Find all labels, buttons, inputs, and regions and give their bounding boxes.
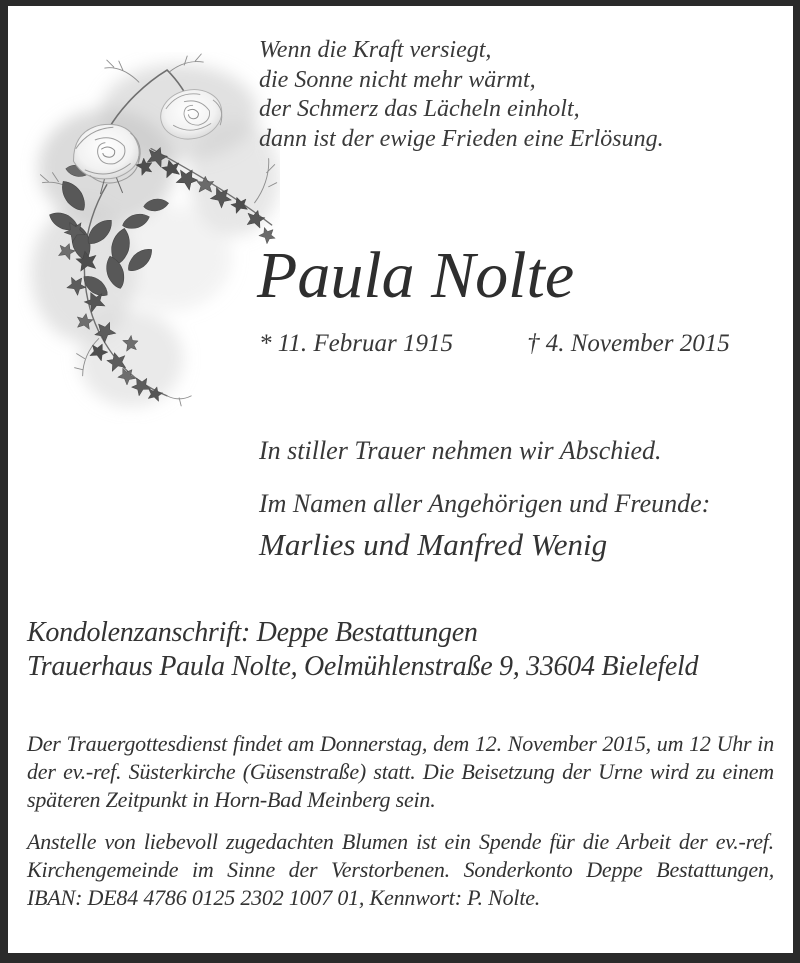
verse-line: die Sonne nicht mehr wärmt,: [259, 66, 536, 93]
condolence-address-line1: Kondolenzanschrift: Deppe Bestattungen: [27, 617, 478, 648]
service-details-paragraph: Der Trauergottesdienst findet am Donnerstag, dem 12. November 2015, um 12 Uhr in der ev.-ref. Süsterkirche (Güsenstraße) statt. Die Beisetzung der Urne wird zu einem späteren Zeitpunkt in Horn-Bad Meinberg sein.: [27, 731, 774, 812]
deceased-name: Paula Nolte: [257, 239, 575, 312]
mourners-names: Marlies und Manfred Wenig: [259, 527, 608, 562]
verse-line: Wenn die Kraft versiegt,: [259, 37, 492, 63]
roses-ivy-illustration: [18, 52, 280, 424]
birth-date: * 11. Februar 1915: [259, 330, 453, 357]
death-date: † 4. November 2015: [527, 330, 730, 357]
farewell-statement: In stiller Trauer nehmen wir Abschied.: [259, 436, 662, 465]
on-behalf-line: Im Namen aller Angehörigen und Freunde:: [259, 489, 711, 518]
condolence-address-line2: Trauerhaus Paula Nolte, Oelmühlenstraße 9, 33604 Bielefeld: [27, 651, 699, 682]
condolence-address: [27, 616, 698, 684]
verse-line: der Schmerz das Lächeln einholt,: [259, 96, 580, 122]
donation-details-paragraph: Anstelle von liebevoll zugedachten Blumen ist ein Spende für die Arbeit der ev.-ref. Kirchengemeinde im Sinne der Verstorbenen. Sonderkonto Deppe Bestattungen, IBAN: DE84 4786 0125 2302 1007 01, Kennwort: P. Nolte.: [27, 829, 774, 910]
verse-line: dann ist der ewige Frieden eine Erlösung.: [259, 125, 664, 152]
opening-verse: [259, 36, 664, 154]
